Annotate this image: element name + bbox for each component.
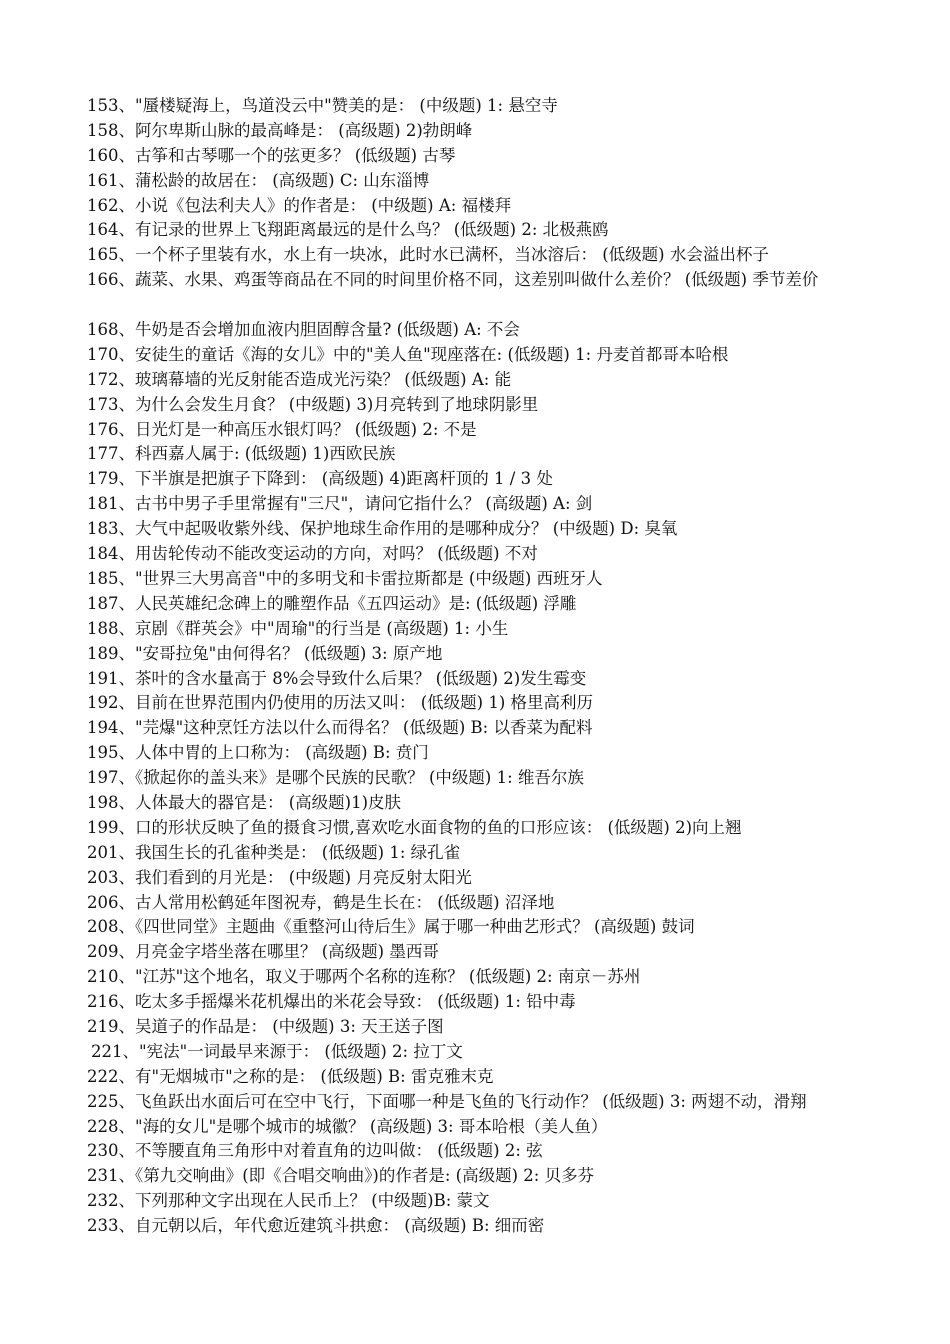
quiz-line: 162、小说《包法利夫人》的作者是： (中级题) A: 福楼拜 <box>87 195 512 215</box>
quiz-line: 173、为什么会发生月食？ (中级题) 3)月亮转到了地球阴影里 <box>87 394 539 414</box>
quiz-line: 216、吃太多手摇爆米花机爆出的米花会导致： (低级题) 1: 铅中毒 <box>87 992 576 1012</box>
quiz-line: 231、《第九交响曲》(即《合唱交响曲》)的作者是: (高级题) 2: 贝多芬 <box>87 1166 595 1186</box>
quiz-line: 184、用齿轮传动不能改变运动的方向，对吗？ (低级题) 不对 <box>87 544 538 564</box>
quiz-line: 219、吴道子的作品是： (中级题) 3: 天王送子图 <box>87 1016 444 1036</box>
quiz-line: 185、"世界三大男高音"中的多明戈和卡雷拉斯都是 (中级题) 西班牙人 <box>87 568 603 588</box>
quiz-line: 230、不等腰直角三角形中对着直角的边叫做： (低级题) 2: 弦 <box>87 1141 543 1161</box>
quiz-line: 170、安徒生的童话《海的女儿》中的"美人鱼"现座落在: (低级题) 1: 丹麦首都哥本哈根 <box>87 344 729 364</box>
quiz-line: 225、飞鱼跃出水面后可在空中飞行，下面哪一种是飞鱼的飞行动作？ (低级题) 3: 两翅不动，滑翔 <box>87 1091 807 1111</box>
quiz-line: 201、我国生长的孔雀种类是： (低级题) 1: 绿孔雀 <box>87 842 461 862</box>
quiz-line: 187、人民英雄纪念碑上的雕塑作品《五四运动》是: (低级题) 浮雕 <box>87 593 577 613</box>
quiz-line: 203、我们看到的月光是： (中级题) 月亮反射太阳光 <box>87 867 472 887</box>
quiz-line: 222、有"无烟城市"之称的是： (低级题) B: 雷克雅末克 <box>87 1066 494 1086</box>
quiz-line: 181、古书中男子手里常握有"三尺"，请问它指什么？ (高级题) A: 剑 <box>87 494 593 514</box>
quiz-line: 233、自元朝以后，年代愈近建筑斗拱愈： (高级题) B: 细而密 <box>87 1216 545 1236</box>
quiz-line: 177、科西嘉人属于: (低级题) 1)西欧民族 <box>87 444 396 464</box>
quiz-line: 198、人体最大的器官是： (高级题)1)皮肤 <box>87 792 402 812</box>
quiz-line: 195、人体中胃的上口称为： (高级题) B: 贲门 <box>87 743 429 763</box>
quiz-line: 179、下半旗是把旗子下降到： (高级题) 4)距离杆顶的 1 / 3 处 <box>87 469 553 489</box>
quiz-line: 232、下列那种文字出现在人民币上？ (中级题)B: 蒙文 <box>87 1191 490 1211</box>
quiz-line: 228、"海的女儿"是哪个城市的城徽？ (高级题) 3: 哥本哈根（美人鱼） <box>87 1116 608 1136</box>
quiz-line: 206、古人常用松鹤延年图祝寿，鹤是生长在： (低级题) 沼泽地 <box>87 892 555 912</box>
quiz-line: 208、《四世同堂》主题曲《重整河山待后生》属于哪一种曲艺形式？ (高级题) 鼓词 <box>87 917 695 937</box>
quiz-line: 191、茶叶的含水量高于 8%会导致什么后果？ (低级题) 2)发生霉变 <box>87 668 587 688</box>
quiz-line: 176、日光灯是一种高压水银灯吗？ (低级题) 2: 不是 <box>87 419 477 439</box>
quiz-line: 188、京剧《群英会》中"周瑜"的行当是 (高级题) 1: 小生 <box>87 618 509 638</box>
quiz-line: 161、蒲松龄的故居在： (高级题) C: 山东淄博 <box>87 170 430 190</box>
quiz-line: 153、"蜃楼疑海上，鸟道没云中"赞美的是： (中级题) 1: 悬空寺 <box>87 96 558 115</box>
quiz-line: 166、蔬菜、水果、鸡蛋等商品在不同的时间里价格不同，这差别叫做什么差价？ (低级题) 季节差价 <box>87 270 819 290</box>
quiz-line: 172、玻璃幕墙的光反射能否造成光污染？ (低级题) A: 能 <box>87 369 512 389</box>
quiz-line: 160、古筝和古琴哪一个的弦更多？ (低级题) 古琴 <box>87 145 456 165</box>
quiz-line: 197、《掀起你的盖头来》是哪个民族的民歌？ (中级题) 1: 维吾尔族 <box>87 768 584 788</box>
quiz-line: 183、大气中起吸收紫外线、保护地球生命作用的是哪种成分？ (中级题) D: 臭氧 <box>87 519 678 539</box>
quiz-line: 194、"芫爆"这种烹饪方法以什么而得名？ (低级题) B: 以香菜为配料 <box>87 718 593 738</box>
quiz-line: 168、牛奶是否会增加血液内胆固醇含量? (低级题) A: 不会 <box>87 320 520 340</box>
quiz-line: 221、"宪法"一词最早来源于： (低级题) 2: 拉丁文 <box>91 1041 463 1061</box>
quiz-line: 165、一个杯子里装有水，水上有一块冰，此时水已满杯，当冰溶后： (低级题) 水会溢出杯子 <box>87 245 769 265</box>
quiz-line: 192、目前在世界范围内仍使用的历法又叫： (低级题) 1) 格里高利历 <box>87 693 594 713</box>
quiz-line: 209、月亮金字塔坐落在哪里？ (高级题) 墨西哥 <box>87 942 439 962</box>
quiz-line: 210、"江苏"这个地名，取义于哪两个名称的连称？ (低级题) 2: 南京－苏州 <box>87 967 641 987</box>
quiz-line: 189、"安哥拉兔"由何得名？ (低级题) 3: 原产地 <box>87 643 443 663</box>
quiz-line: 199、口的形状反映了鱼的摄食习惯,喜欢吃水面食物的鱼的口形应该： (低级题) 2)向上翘 <box>87 817 742 837</box>
quiz-line: 164、有记录的世界上飞翔距离最远的是什么鸟？ (低级题) 2: 北极燕鸥 <box>87 220 609 240</box>
quiz-list <box>56 94 902 1239</box>
quiz-line: 158、阿尔卑斯山脉的最高峰是： (高级题) 2)勃朗峰 <box>87 120 473 140</box>
